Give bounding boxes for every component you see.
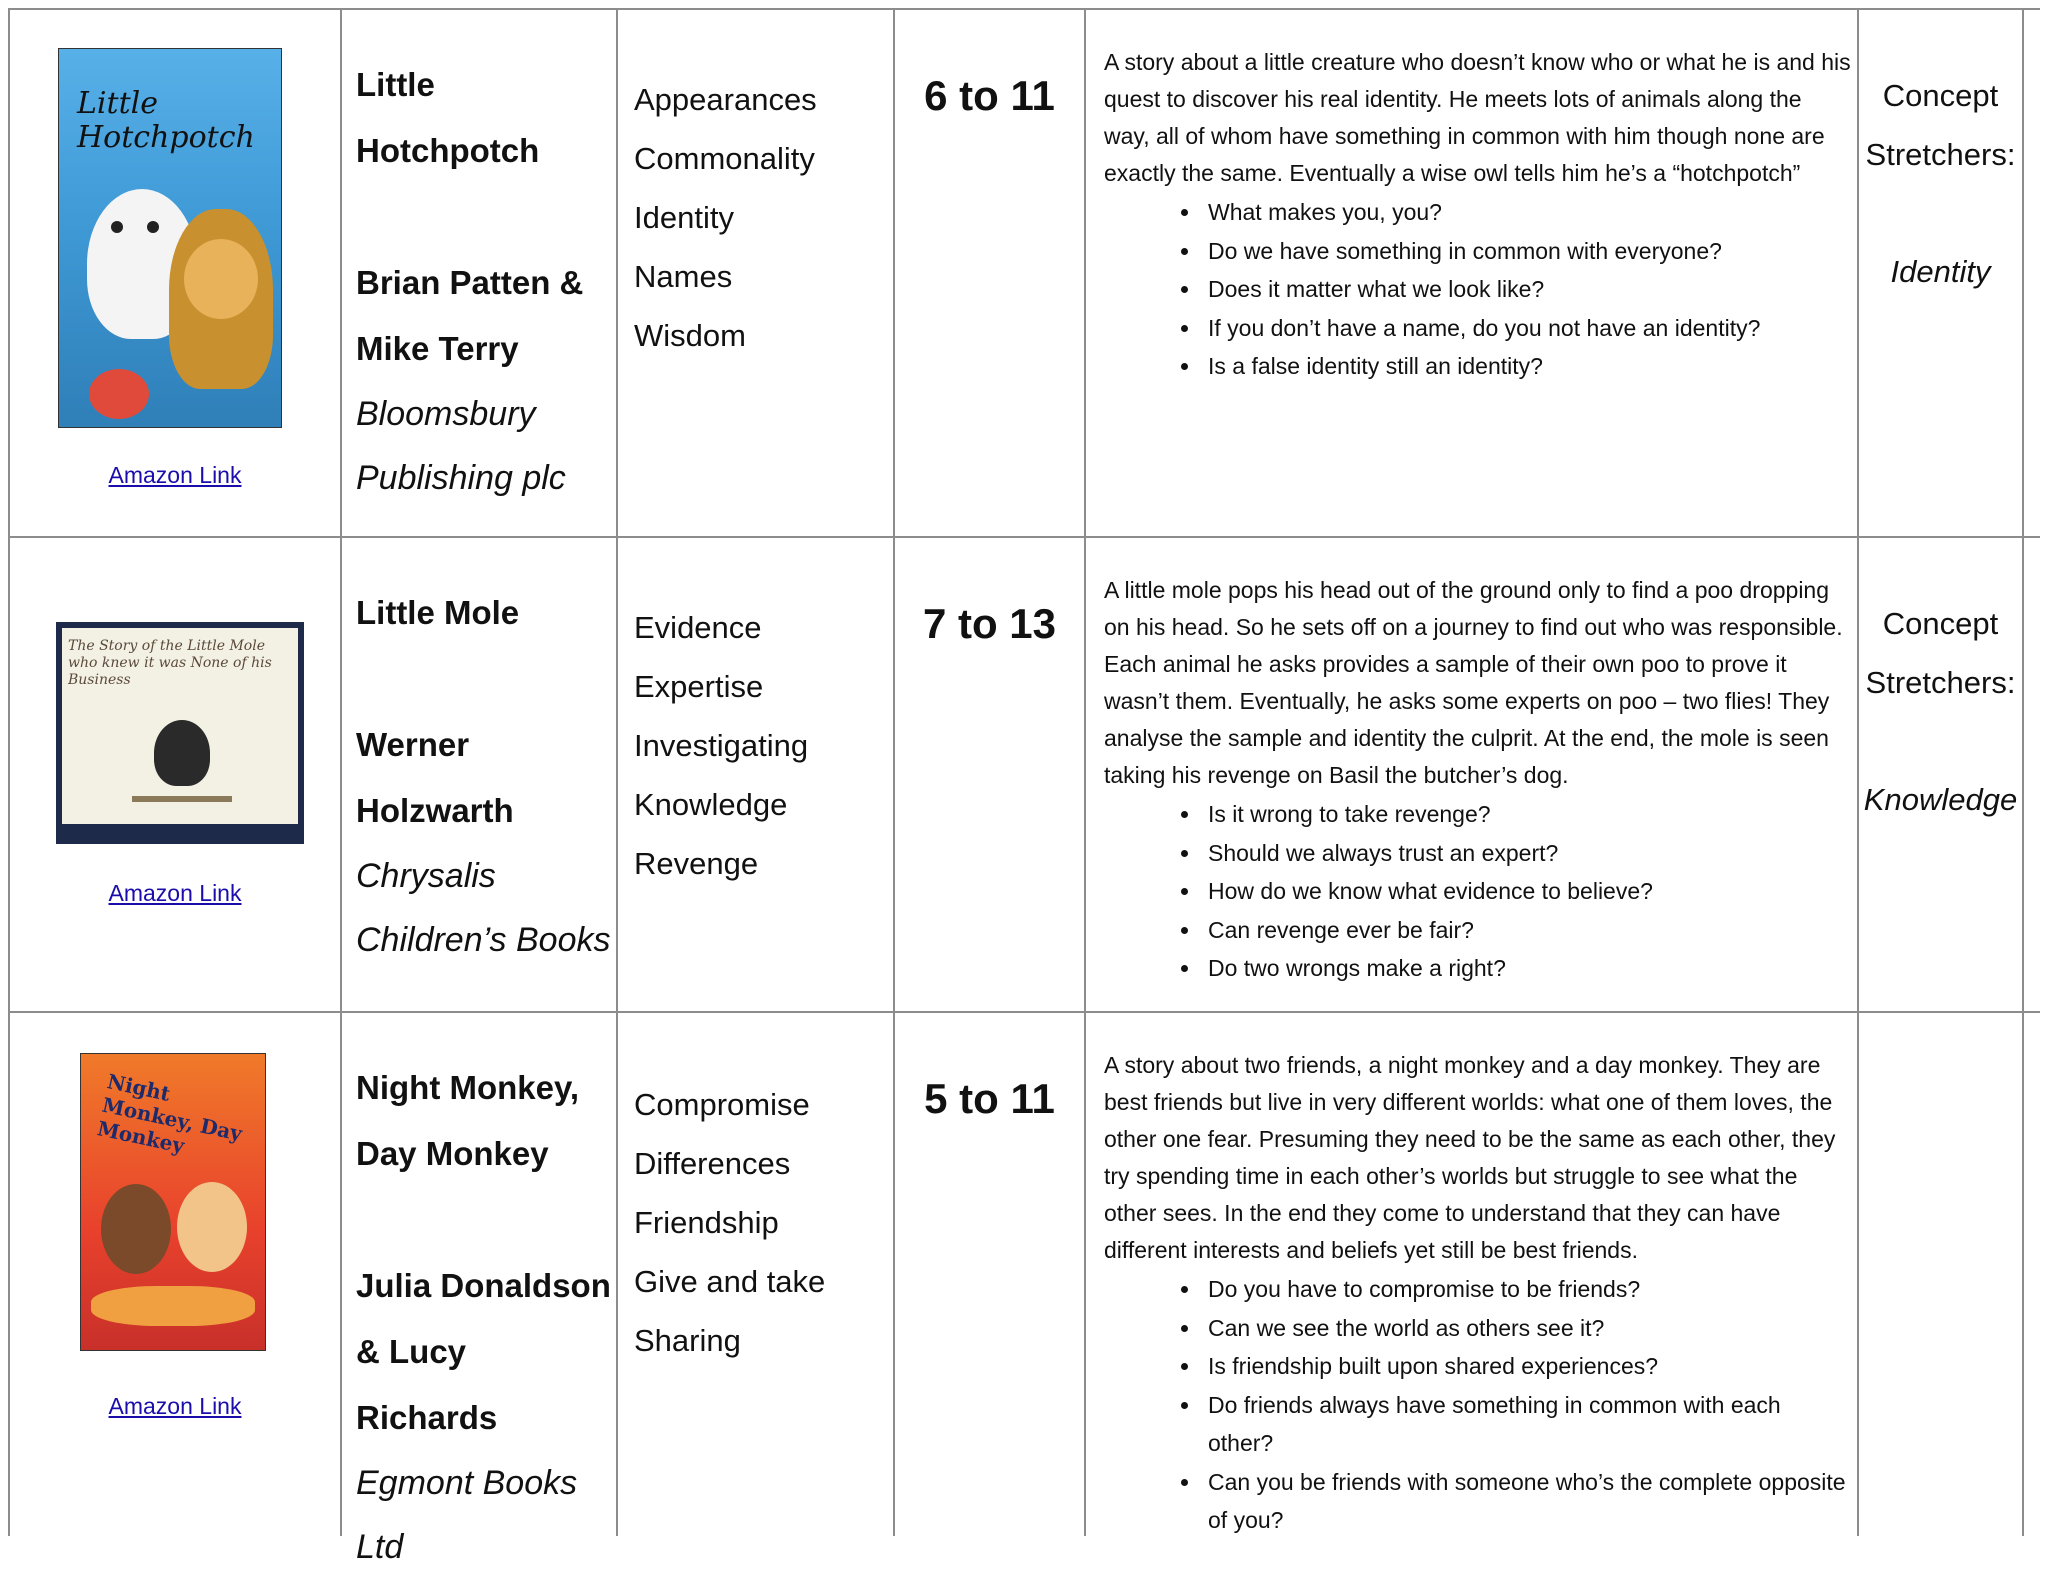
description-cell <box>1104 1047 1852 1536</box>
age-range: 6 to 11 <box>924 72 1055 119</box>
stretcher-topic: Identity <box>1890 254 1991 289</box>
concepts-cell <box>634 598 890 1011</box>
concept-item: Revenge <box>634 846 759 881</box>
question-item: • Do two wrongs make a right? <box>1202 949 1852 988</box>
book-description: A story about a little creature who doesn’t know who or what he is and his quest to discover his real identity. He meets lots of animals along the way, all of whom have something in common with him though none are exactly the same. Eventually a wise owl tells him he’s a “hotchpotch” <box>1104 49 1851 186</box>
concept-item: Investigating <box>634 728 809 763</box>
question-item: • Do you have to compromise to be friends? <box>1202 1270 1852 1309</box>
cover-cell <box>10 1013 340 1536</box>
question-list <box>1104 193 1852 386</box>
question-item: • What makes you, you? <box>1202 193 1852 232</box>
stretcher-label: Concept <box>1882 78 1999 113</box>
book-title-line: Day Monkey <box>356 1135 549 1172</box>
stretcher-label: Concept <box>1882 606 1999 641</box>
author-line: Julia Donaldson <box>356 1267 611 1304</box>
publisher-line: Egmont Books Ltd <box>356 1464 578 1566</box>
title-author-cell <box>356 1055 614 1566</box>
concept-item: Evidence <box>634 610 762 645</box>
table-row <box>0 538 2048 1011</box>
question-item: • Should we always trust an expert? <box>1202 834 1852 873</box>
concept-item: Friendship <box>634 1205 779 1240</box>
description-cell <box>1104 44 1852 536</box>
question-item: • If you don’t have a name, do you not have an identity? <box>1202 309 1852 348</box>
author-line: Holzwarth <box>356 792 514 829</box>
concept-item: Compromise <box>634 1087 810 1122</box>
table-row <box>0 1013 2048 1566</box>
stretcher-topic: Knowledge <box>1863 782 2018 817</box>
cover-cell <box>10 538 340 1011</box>
amazon-link[interactable]: Amazon Link <box>108 462 242 488</box>
question-item: • How do we know what evidence to believe? <box>1202 872 1852 911</box>
book-cover-image <box>56 622 304 844</box>
question-item: • Can you be friends with someone who’s the complete opposite of you? <box>1202 1463 1852 1540</box>
question-item: • Is a false identity still an identity? <box>1202 347 1852 386</box>
question-item: • Is it wrong to take revenge? <box>1202 795 1852 834</box>
concept-stretchers-cell <box>1859 1013 2022 1536</box>
concept-item: Expertise <box>634 669 764 704</box>
book-title-line: Hotchpotch <box>356 132 540 169</box>
concept-item: Differences <box>634 1146 791 1181</box>
description-cell <box>1104 572 1852 1011</box>
concepts-cell <box>634 1075 890 1536</box>
cover-title: The Story of the Little Mole who knew it was None of his Business <box>68 638 272 688</box>
author-line: Brian Patten & <box>356 264 584 301</box>
concepts-cell <box>634 70 890 536</box>
concept-stretchers-cell <box>1859 66 2022 536</box>
concept-stretchers-cell <box>1859 594 2022 1011</box>
title-author-cell <box>356 580 614 1011</box>
stretcher-label: Stretchers: <box>1865 137 2016 172</box>
book-cover-image <box>58 48 282 428</box>
cover-title: Little Hotchpotch <box>77 86 255 155</box>
amazon-link[interactable]: Amazon Link <box>108 1393 242 1419</box>
book-cover-image <box>80 1053 266 1351</box>
amazon-link[interactable]: Amazon Link <box>108 880 242 906</box>
author-line: & Lucy Richards <box>356 1333 498 1436</box>
title-author-cell <box>356 52 614 536</box>
book-title-line: Night Monkey, <box>356 1069 580 1106</box>
author-line: Mike Terry <box>356 330 519 367</box>
stretcher-label: Stretchers: <box>1865 665 2016 700</box>
concept-item: Appearances <box>634 82 817 117</box>
question-list <box>1104 1270 1852 1540</box>
book-title-line: Little Mole <box>356 594 520 631</box>
concept-item: Names <box>634 259 733 294</box>
question-list <box>1104 795 1852 988</box>
concept-item: Identity <box>634 200 734 235</box>
concept-item: Sharing <box>634 1323 741 1358</box>
question-item: • Is friendship built upon shared experiences? <box>1202 1347 1852 1386</box>
question-item: • Can revenge ever be fair? <box>1202 911 1852 950</box>
age-range: 7 to 13 <box>922 600 1057 647</box>
concept-item: Give and take <box>634 1264 826 1299</box>
cover-title: Night Monkey, Day Monkey <box>95 1069 245 1158</box>
question-item: • Can we see the world as others see it? <box>1202 1309 1852 1348</box>
table-row <box>0 10 2048 536</box>
cover-cell <box>10 10 340 536</box>
publisher-line: Bloomsbury <box>356 395 536 433</box>
publisher-line: Chrysalis <box>356 857 496 895</box>
book-title-line: Little <box>356 66 435 103</box>
question-item: • Does it matter what we look like? <box>1202 270 1852 309</box>
question-item: • Do we have something in common with everyone? <box>1202 232 1852 271</box>
question-item: • Do friends always have something in common with each other? <box>1202 1386 1852 1463</box>
concept-item: Knowledge <box>634 787 788 822</box>
publisher-line: Publishing plc <box>356 459 566 497</box>
concept-item: Wisdom <box>634 318 746 353</box>
book-description: A story about two friends, a night monkey and a day monkey. They are best friends but live in very different worlds: what one of them loves, the other one fear. Presuming they need to be the same as each other, they try spending time in each other’s worlds but struggle to see what the other sees. In the end they come to understand that they can have different interests and beliefs yet still be best friends. <box>1104 1052 1836 1263</box>
author-line: Werner <box>356 726 470 763</box>
book-description: A little mole pops his head out of the ground only to find a poo dropping on his head. So he sets off on a journey to find out who was responsible. Each animal he asks provides a sample of their own poo to prove it wasn’t them. Eventually, he asks some experts on poo – two flies! They analyse the sample and identity the culprit. At the end, the mole is seen taking his revenge on Basil the butcher’s dog. <box>1104 577 1843 788</box>
publisher-line: Children’s Books <box>356 921 611 959</box>
age-range: 5 to 11 <box>924 1075 1055 1122</box>
concept-item: Commonality <box>634 141 815 176</box>
